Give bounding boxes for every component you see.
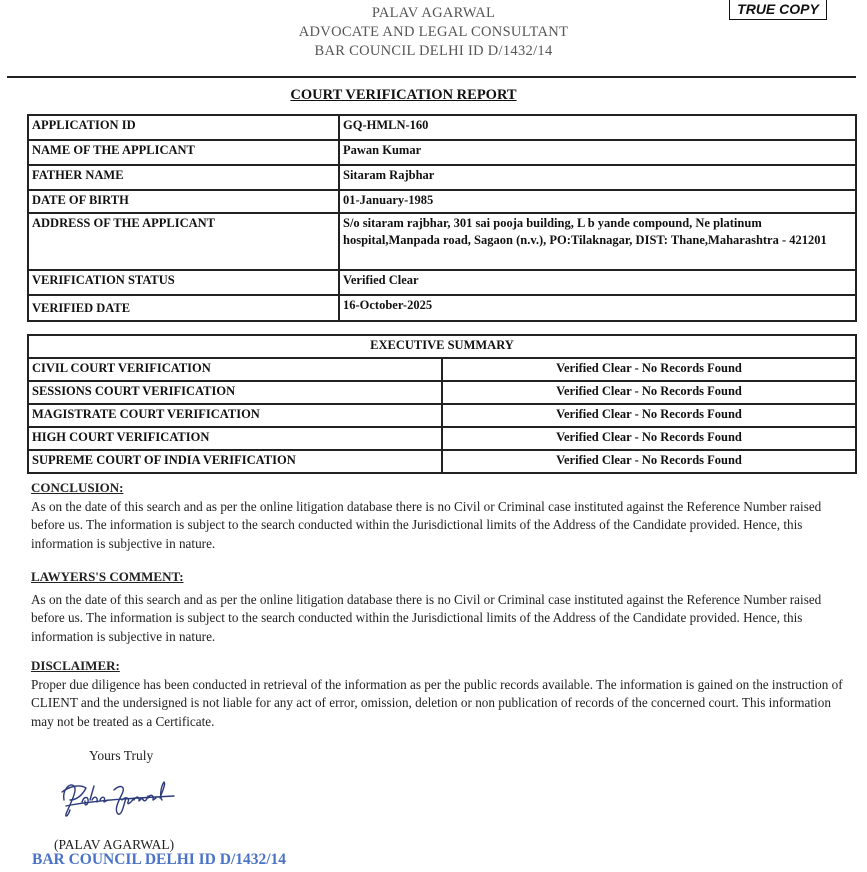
summary-value: Verified Clear - No Records Found <box>442 450 856 473</box>
header-divider <box>7 76 856 78</box>
summary-label: HIGH COURT VERIFICATION <box>28 427 442 450</box>
table-row <box>28 404 856 427</box>
table-row <box>28 115 856 140</box>
detail-value: Verified Clear <box>339 270 856 295</box>
detail-label: VERIFIED DATE <box>28 295 339 321</box>
detail-value: S/o sitaram rajbhar, 301 sai pooja building, L b yande compound, Ne platinum hospital,Manpada road, Sagaon (n.v.), PO:Tilaknagar, DIST: Thane,Maharashtra - 421201 <box>339 213 856 270</box>
detail-label: FATHER NAME <box>28 165 339 190</box>
table-row <box>28 358 856 381</box>
summary-label: CIVIL COURT VERIFICATION <box>28 358 442 381</box>
detail-value: Sitaram Rajbhar <box>339 165 856 190</box>
detail-label: VERIFICATION STATUS <box>28 270 339 295</box>
detail-label: NAME OF THE APPLICANT <box>28 140 339 165</box>
applicant-details-table <box>27 114 857 322</box>
lawyers-comment-section <box>31 568 843 646</box>
table-row <box>28 450 856 473</box>
disclaimer-text: Proper due diligence has been conducted in retrieval of the information as per the public records available. The information is gained on the instruction of CLIENT and the undersigned is not liable for any act of error, omission, deletion or non publication of records of the concerned court. This information may not be treated as a Certificate. <box>31 676 843 729</box>
footer-bar-id: BAR COUNCIL DELHI ID D/1432/14 <box>32 851 287 868</box>
summary-value: Verified Clear - No Records Found <box>442 427 856 450</box>
summary-label: SUPREME COURT OF INDIA VERIFICATION <box>28 450 442 473</box>
detail-value: GQ-HMLN-160 <box>339 115 856 140</box>
conclusion-heading: CONCLUSION: <box>31 480 124 495</box>
disclaimer-section <box>31 657 843 731</box>
detail-value: Pawan Kumar <box>339 140 856 165</box>
report-title: COURT VERIFICATION REPORT <box>290 87 517 103</box>
table-row <box>28 427 856 450</box>
conclusion-text: As on the date of this search and as per the online litigation database there is no Civil or Criminal case instituted against the Reference Number raised before us. The information is subject to the search conducted within the Jurisdictional limits of the Address of the Candidate provided. Hence, this information is subjective in nature. <box>31 498 822 551</box>
advocate-name: PALAV AGARWAL <box>371 5 496 21</box>
summary-label: MAGISTRATE COURT VERIFICATION <box>28 404 442 427</box>
table-row <box>28 140 856 165</box>
summary-value: Verified Clear - No Records Found <box>442 358 856 381</box>
table-row <box>28 213 856 270</box>
true-copy-stamp: TRUE COPY <box>729 0 827 20</box>
signature-image <box>56 770 181 830</box>
detail-label: DATE OF BIRTH <box>28 190 339 213</box>
disclaimer-heading: DISCLAIMER: <box>31 658 120 673</box>
header-bar-id: BAR COUNCIL DELHI ID D/1432/14 <box>314 43 553 59</box>
lawyers-comment-heading: LAWYERS'S COMMENT: <box>31 569 184 584</box>
detail-label: ADDRESS OF THE APPLICANT <box>28 213 339 270</box>
lawyers-comment-text: As on the date of this search and as per the online litigation database there is no Civil or Criminal case instituted against the Reference Number raised before us. The information is subject to the search conducted within the Jurisdictional limits of the Address of the Candidate provided. Hence, this information is subjective in nature. <box>31 591 822 644</box>
table-row <box>28 270 856 295</box>
table-row <box>28 381 856 404</box>
summary-label: SESSIONS COURT VERIFICATION <box>28 381 442 404</box>
conclusion-section <box>31 479 843 553</box>
summary-value: Verified Clear - No Records Found <box>442 381 856 404</box>
advocate-designation: ADVOCATE AND LEGAL CONSULTANT <box>298 24 569 40</box>
executive-summary-title: EXECUTIVE SUMMARY <box>28 335 856 358</box>
detail-value: 16-October-2025 <box>339 295 856 321</box>
executive-summary-table <box>27 334 857 474</box>
detail-value: 01-January-1985 <box>339 190 856 213</box>
signatory-name: (PALAV AGARWAL) <box>54 837 175 852</box>
salutation: Yours Truly <box>89 748 154 763</box>
table-row <box>28 295 856 321</box>
table-row <box>28 190 856 213</box>
table-row <box>28 335 856 358</box>
detail-label: APPLICATION ID <box>28 115 339 140</box>
summary-value: Verified Clear - No Records Found <box>442 404 856 427</box>
table-row <box>28 165 856 190</box>
